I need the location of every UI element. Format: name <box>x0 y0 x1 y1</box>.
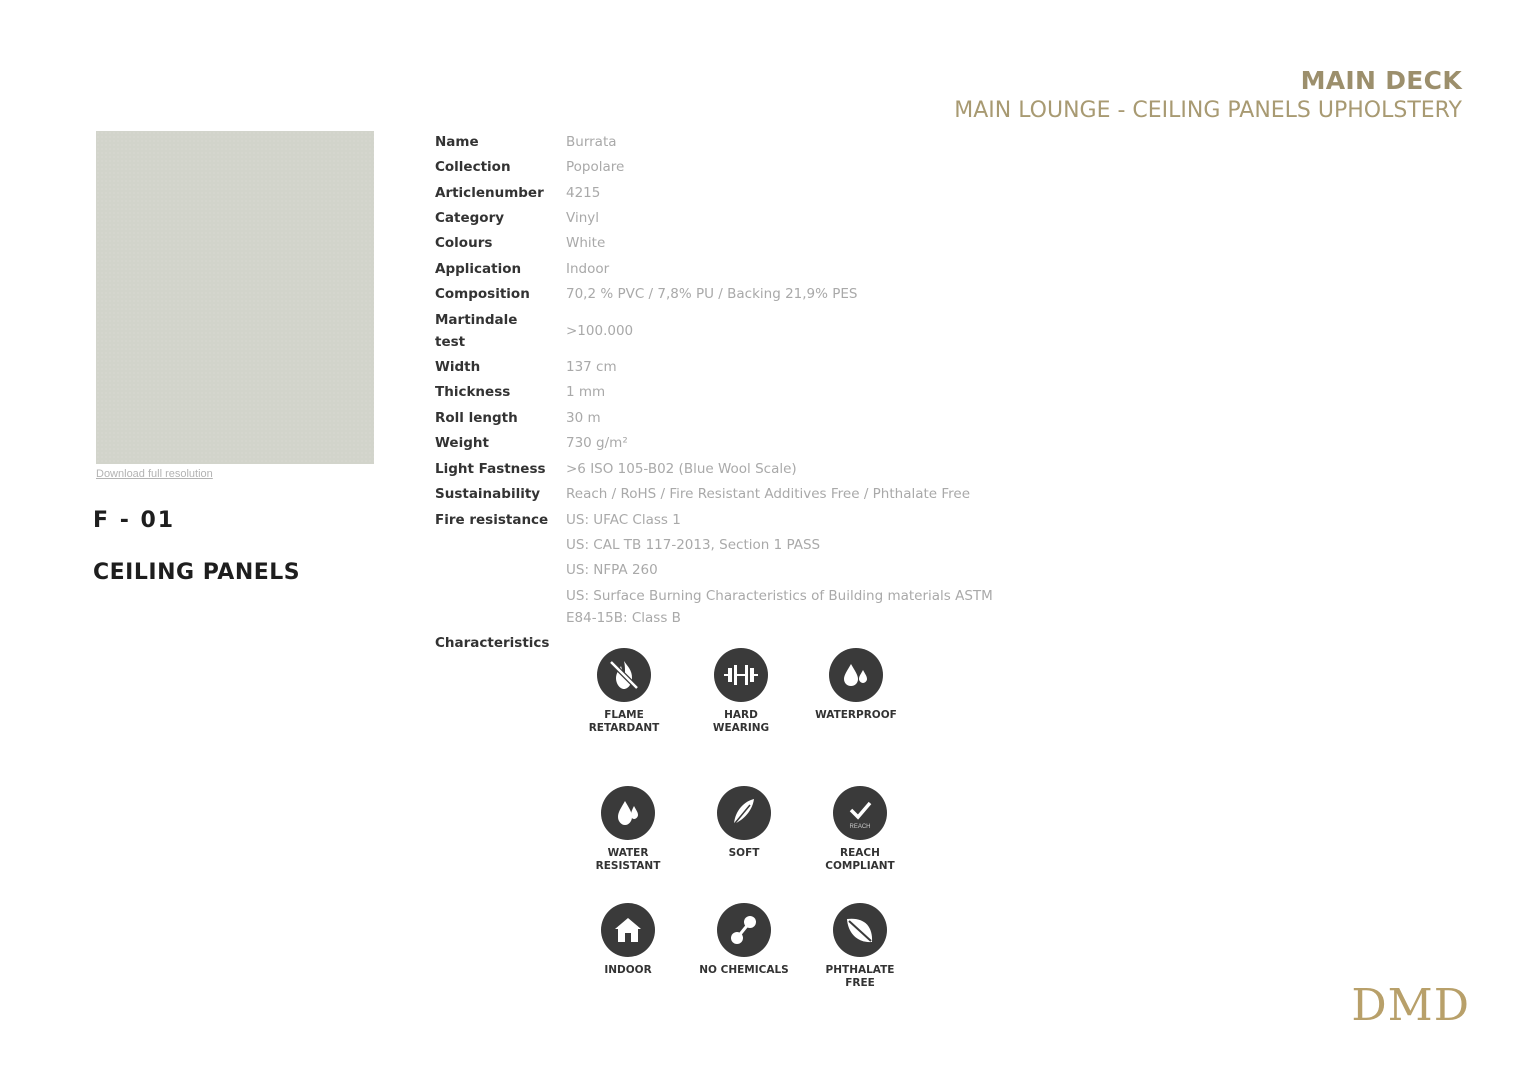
spec-label-colours: Colours <box>435 235 493 251</box>
badge-caption: INDOOR <box>604 964 652 976</box>
phthalate-free-icon <box>833 903 887 957</box>
badge-no-chemicals <box>689 903 799 977</box>
spec-value-sustainability: Reach / RoHS / Fire Resistant Additives Free / Phthalate Free <box>566 486 971 502</box>
badge-flame-retardant <box>569 648 679 735</box>
spec-label-name: Name <box>435 134 479 150</box>
spec-value-thickness: 1 mm <box>566 384 606 400</box>
dmd-logo: DMD <box>1351 980 1470 1031</box>
spec-value-fire-resistance-1: US: UFAC Class 1 <box>566 512 681 528</box>
header-title: MAIN DECK <box>1300 66 1462 95</box>
badge-caption: HARD WEARING <box>712 709 770 734</box>
spec-label-martindale: Martindale <box>435 312 518 328</box>
spec-value-composition: 70,2 % PVC / 7,8% PU / Backing 21,9% PES <box>566 286 858 302</box>
spec-value-martindale: >100.000 <box>566 323 634 339</box>
spec-label-light-fastness: Light Fastness <box>435 461 546 477</box>
spec-value-fire-resistance-3: US: NFPA 260 <box>566 562 658 578</box>
badge-waterproof <box>801 648 911 722</box>
badge-caption: WATER RESISTANT <box>595 847 661 872</box>
spec-label-martindale-line2: test <box>435 334 466 350</box>
download-full-resolution-link[interactable]: Download full resolution <box>96 468 213 480</box>
badge-caption: SOFT <box>728 847 760 859</box>
badge-caption: WATERPROOF <box>815 709 897 721</box>
spec-value-roll-length: 30 m <box>566 410 601 426</box>
badge-reach-compliant <box>805 786 915 873</box>
spec-label-articlenumber: Articlenumber <box>435 185 544 201</box>
spec-value-application: Indoor <box>566 261 610 277</box>
spec-label-characteristics: Characteristics <box>435 635 550 651</box>
spec-value-fire-resistance-2: US: CAL TB 117-2013, Section 1 PASS <box>566 537 821 553</box>
spec-value-colours: White <box>566 235 606 251</box>
fabric-swatch-image <box>96 131 374 464</box>
spec-label-category: Category <box>435 210 505 226</box>
spec-label-application: Application <box>435 261 522 277</box>
spec-value-name: Burrata <box>566 134 617 150</box>
badge-water-resistant <box>573 786 683 873</box>
spec-label-thickness: Thickness <box>435 384 511 400</box>
indoor-icon <box>601 903 655 957</box>
reach-icon-text: REACH <box>849 824 871 830</box>
spec-value-width: 137 cm <box>566 359 617 375</box>
spec-value-category: Vinyl <box>566 210 599 226</box>
flame-retardant-icon <box>597 648 651 702</box>
badge-soft <box>689 786 799 860</box>
badge-hard-wearing <box>686 648 796 735</box>
spec-value-light-fastness: >6 ISO 105-B02 (Blue Wool Scale) <box>566 461 797 477</box>
badge-indoor <box>573 903 683 977</box>
spec-label-collection: Collection <box>435 159 511 175</box>
spec-label-width: Width <box>435 359 481 375</box>
water-resistant-icon <box>601 786 655 840</box>
spec-label-composition: Composition <box>435 286 530 302</box>
spec-value-collection: Popolare <box>566 159 625 175</box>
spec-value-weight: 730 g/m² <box>566 435 628 451</box>
spec-value-articlenumber: 4215 <box>566 185 601 201</box>
spec-label-weight: Weight <box>435 435 489 451</box>
badge-caption: REACH COMPLIANT <box>825 847 895 872</box>
badge-caption: NO CHEMICALS <box>699 964 789 976</box>
badge-caption: PHTHALATE FREE <box>825 964 895 989</box>
soft-icon <box>717 786 771 840</box>
reach-compliant-icon <box>833 786 887 840</box>
spec-label-fire-resistance: Fire resistance <box>435 512 549 528</box>
no-chemicals-icon <box>717 903 771 957</box>
spec-value-fire-resistance-5: E84-15B: Class B <box>566 610 681 626</box>
spec-value-fire-resistance-4: US: Surface Burning Characteristics of Building materials ASTM <box>566 588 993 604</box>
badge-caption: FLAME RETARDANT <box>588 709 660 734</box>
product-code: F - 01 <box>93 508 176 533</box>
waterproof-icon <box>829 648 883 702</box>
spec-label-sustainability: Sustainability <box>435 486 541 502</box>
section-title: CEILING PANELS <box>93 560 301 585</box>
hard-wearing-icon <box>714 648 768 702</box>
header-subtitle: MAIN LOUNGE - CEILING PANELS UPHOLSTERY <box>954 98 1462 123</box>
badge-phthalate-free <box>805 903 915 990</box>
spec-label-roll-length: Roll length <box>435 410 518 426</box>
